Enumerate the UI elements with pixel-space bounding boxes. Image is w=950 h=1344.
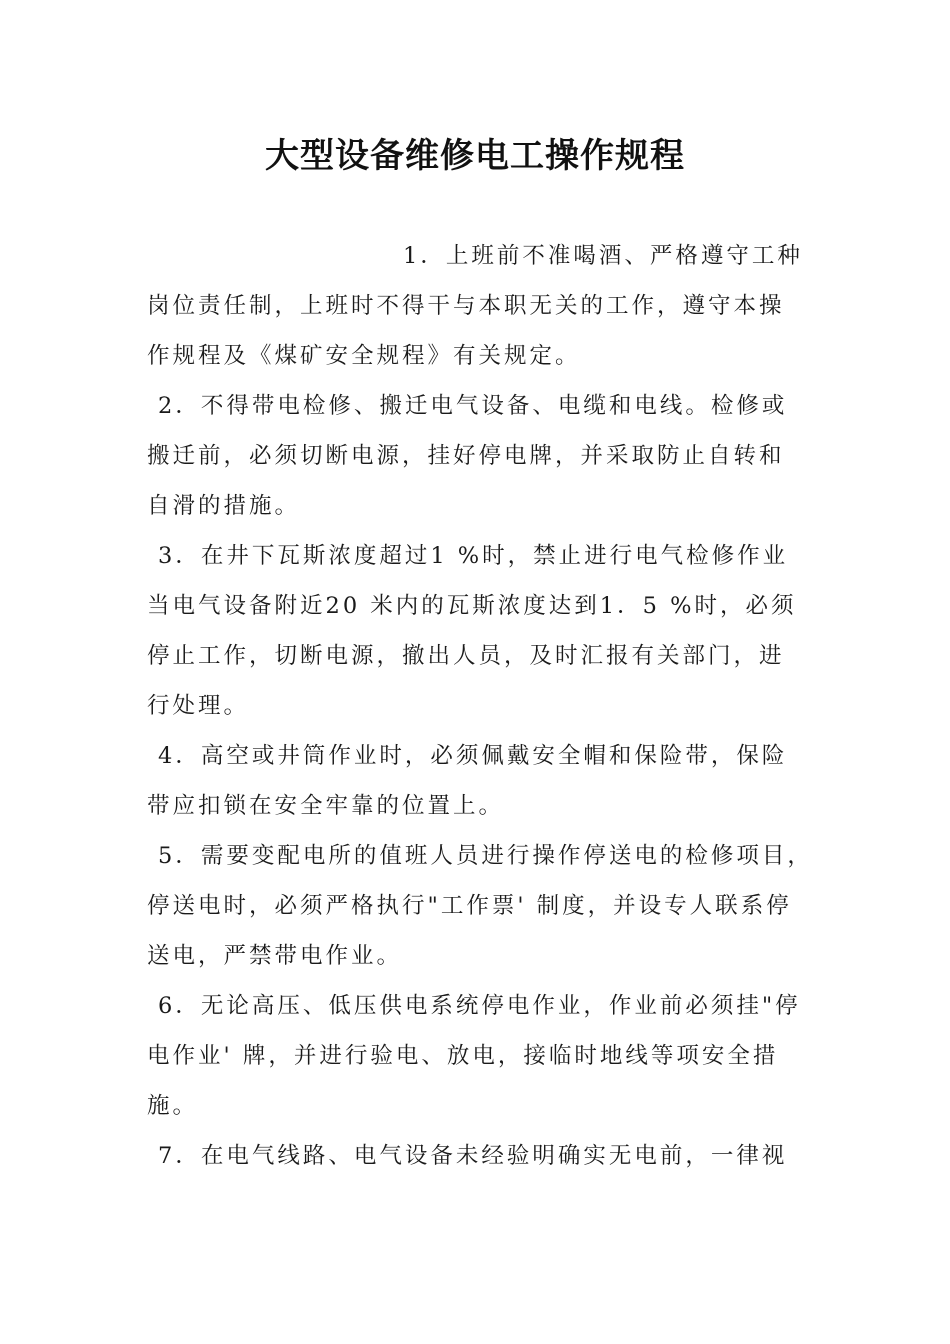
text-line: 送电，严禁带电作业。	[147, 943, 403, 969]
text-line: 电作业' 牌，并进行验电、放电，接临时地线等项安全措	[147, 1043, 779, 1069]
text-line: 作规程及《煤矿安全规程》有关规定。	[147, 343, 581, 369]
text-line: 1．上班前不准喝酒、严格遵守工种	[403, 243, 803, 269]
document-title: 大型设备维修电工操作规程	[265, 136, 685, 176]
text-line: 行处理。	[147, 693, 250, 719]
text-line: 5．需要变配电所的值班人员进行操作停送电的检修项目，	[158, 843, 813, 869]
text-line: 停止工作，切断电源，撤出人员，及时汇报有关部门，进	[147, 643, 785, 669]
text-line: 2．不得带电检修、搬迁电气设备、电缆和电线。检修或	[158, 393, 788, 419]
text-line: 岗位责任制，上班时不得干与本职无关的工作，遵守本操	[147, 293, 785, 319]
text-line: 施。	[147, 1093, 199, 1119]
text-line: 自滑的措施。	[147, 493, 301, 519]
text-line: 7．在电气线路、电气设备未经验明确实无电前，一律视	[158, 1143, 788, 1169]
text-line: 搬迁前，必须切断电源，挂好停电牌，并采取防止自转和	[147, 443, 785, 469]
text-line: 带应扣锁在安全牢靠的位置上。	[147, 793, 505, 819]
text-line: 6．无论高压、低压供电系统停电作业，作业前必须挂"停	[158, 993, 801, 1019]
text-line: 停送电时，必须严格执行"工作票' 制度，并设专人联系停	[147, 893, 792, 919]
text-line: 3．在井下瓦斯浓度超过1 %时，禁止进行电气检修作业	[158, 543, 789, 569]
text-line: 当电气设备附近20 米内的瓦斯浓度达到1．5 %时，必须	[147, 593, 797, 619]
text-line: 4．高空或井筒作业时，必须佩戴安全帽和保险带，保险	[158, 743, 788, 769]
